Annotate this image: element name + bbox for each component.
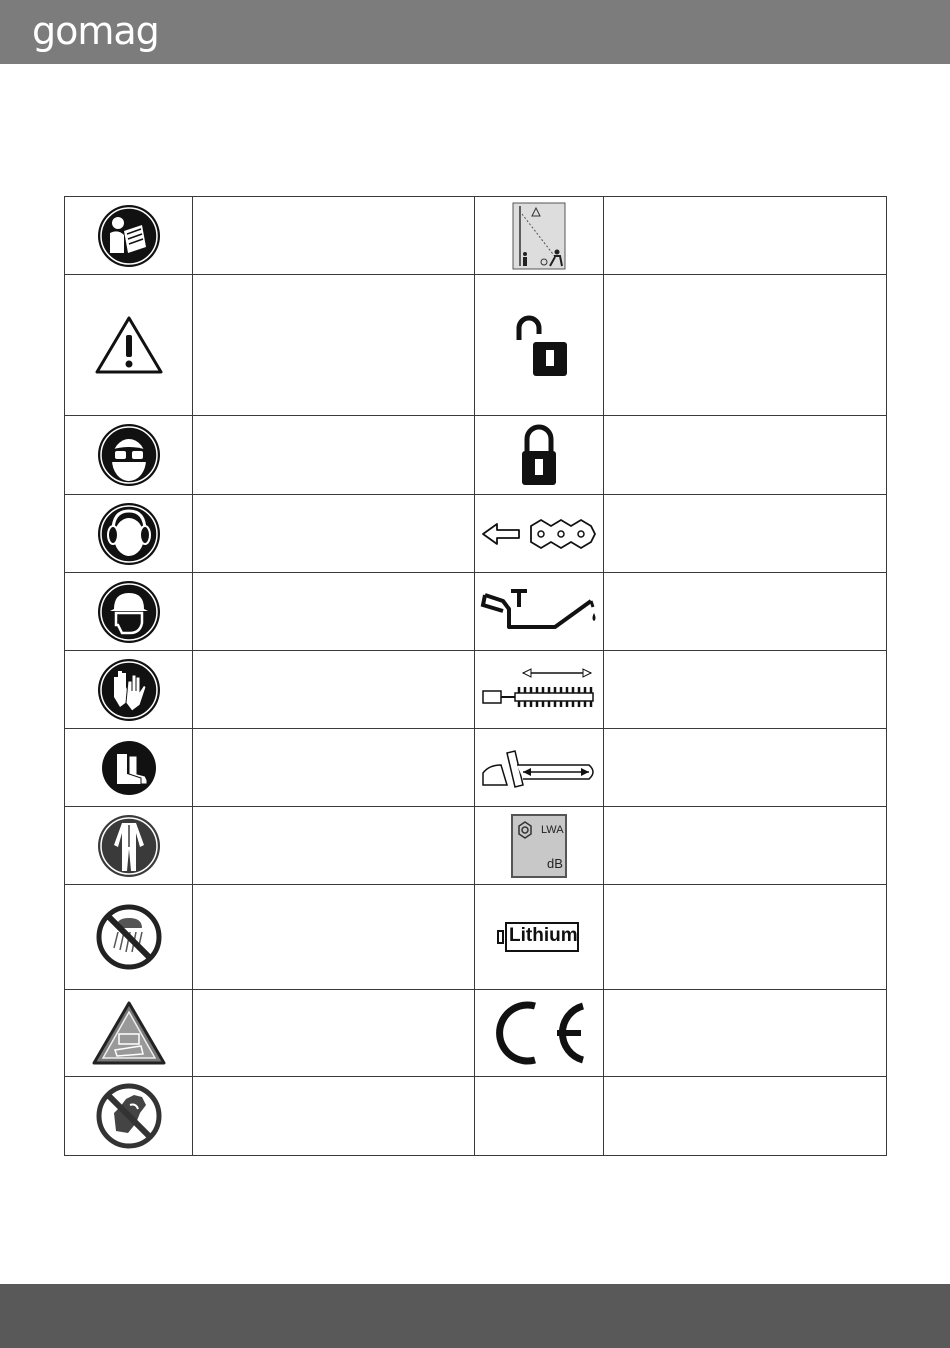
symbol-cell <box>475 197 604 275</box>
protective-gloves-icon <box>96 657 162 723</box>
lithium-label: Lithium <box>509 925 578 946</box>
table-row <box>65 729 887 807</box>
description-cell <box>193 1077 475 1156</box>
locked-padlock-icon <box>519 423 559 487</box>
description-cell <box>604 197 887 275</box>
symbol-cell <box>65 275 193 416</box>
description-cell <box>604 885 887 990</box>
head-protection-icon <box>96 579 162 645</box>
description-cell <box>193 885 475 990</box>
description-cell <box>604 651 887 729</box>
symbol-cell <box>65 1077 193 1156</box>
safety-boots-icon <box>101 740 157 796</box>
table-row <box>65 651 887 729</box>
table-row <box>65 416 887 495</box>
description-cell <box>604 1077 887 1156</box>
symbol-cell <box>475 573 604 651</box>
symbol-cell <box>65 495 193 573</box>
description-cell <box>604 416 887 495</box>
no-rain-icon <box>96 904 162 970</box>
description-cell <box>193 416 475 495</box>
table-row <box>65 807 887 885</box>
symbol-cell <box>65 885 193 990</box>
description-cell <box>604 807 887 885</box>
chain-direction-icon <box>479 512 599 556</box>
battery-disposal-warning-icon <box>91 1000 167 1066</box>
symbol-cell <box>65 651 193 729</box>
description-cell <box>604 990 887 1077</box>
table-row <box>65 573 887 651</box>
table-row <box>65 197 887 275</box>
description-cell <box>604 275 887 416</box>
symbol-cell <box>65 729 193 807</box>
ear-protection-icon <box>96 501 162 567</box>
ce-mark-icon <box>491 998 587 1068</box>
symbols-table <box>64 196 887 1156</box>
table-row <box>65 1077 887 1156</box>
lwa-label: LWA <box>541 823 564 836</box>
symbol-cell <box>65 807 193 885</box>
symbol-cell <box>475 416 604 495</box>
description-cell <box>193 197 475 275</box>
no-hand-contact-icon <box>96 1083 162 1149</box>
overhead-distance-warning-icon <box>512 202 566 270</box>
description-cell <box>193 651 475 729</box>
symbol-cell <box>65 573 193 651</box>
symbol-cell <box>65 416 193 495</box>
description-cell <box>193 573 475 651</box>
protective-clothing-icon <box>96 813 162 879</box>
bar-cutting-length-icon <box>479 745 599 791</box>
gomag-logo: gomag <box>32 9 159 53</box>
symbol-cell <box>475 729 604 807</box>
description-cell <box>604 729 887 807</box>
footer-bar <box>0 1284 950 1348</box>
symbol-cell-empty <box>475 1077 604 1156</box>
unlocked-padlock-icon <box>509 310 569 380</box>
description-cell <box>193 729 475 807</box>
lithium-battery-icon <box>497 922 581 952</box>
description-cell <box>193 275 475 416</box>
symbol-cell <box>475 495 604 573</box>
symbol-cell <box>475 990 604 1077</box>
description-cell <box>604 495 887 573</box>
description-cell <box>193 807 475 885</box>
table-row <box>65 990 887 1077</box>
description-cell <box>193 990 475 1077</box>
table-row <box>65 495 887 573</box>
warning-triangle-icon <box>94 315 164 375</box>
header-bar <box>0 0 950 64</box>
symbol-cell <box>475 651 604 729</box>
symbol-cell <box>475 885 604 990</box>
table-row <box>65 275 887 416</box>
hedge-cutting-length-icon <box>479 665 599 715</box>
symbol-cell <box>475 275 604 416</box>
table-row <box>65 885 887 990</box>
description-cell <box>604 573 887 651</box>
db-label: dB <box>547 855 563 871</box>
symbol-cell <box>475 807 604 885</box>
oil-can-icon <box>479 587 599 637</box>
read-manual-icon <box>96 203 162 269</box>
symbol-cell <box>65 197 193 275</box>
description-cell <box>193 495 475 573</box>
sound-power-level-icon <box>511 814 567 878</box>
eye-protection-icon <box>96 422 162 488</box>
symbol-cell <box>65 990 193 1077</box>
